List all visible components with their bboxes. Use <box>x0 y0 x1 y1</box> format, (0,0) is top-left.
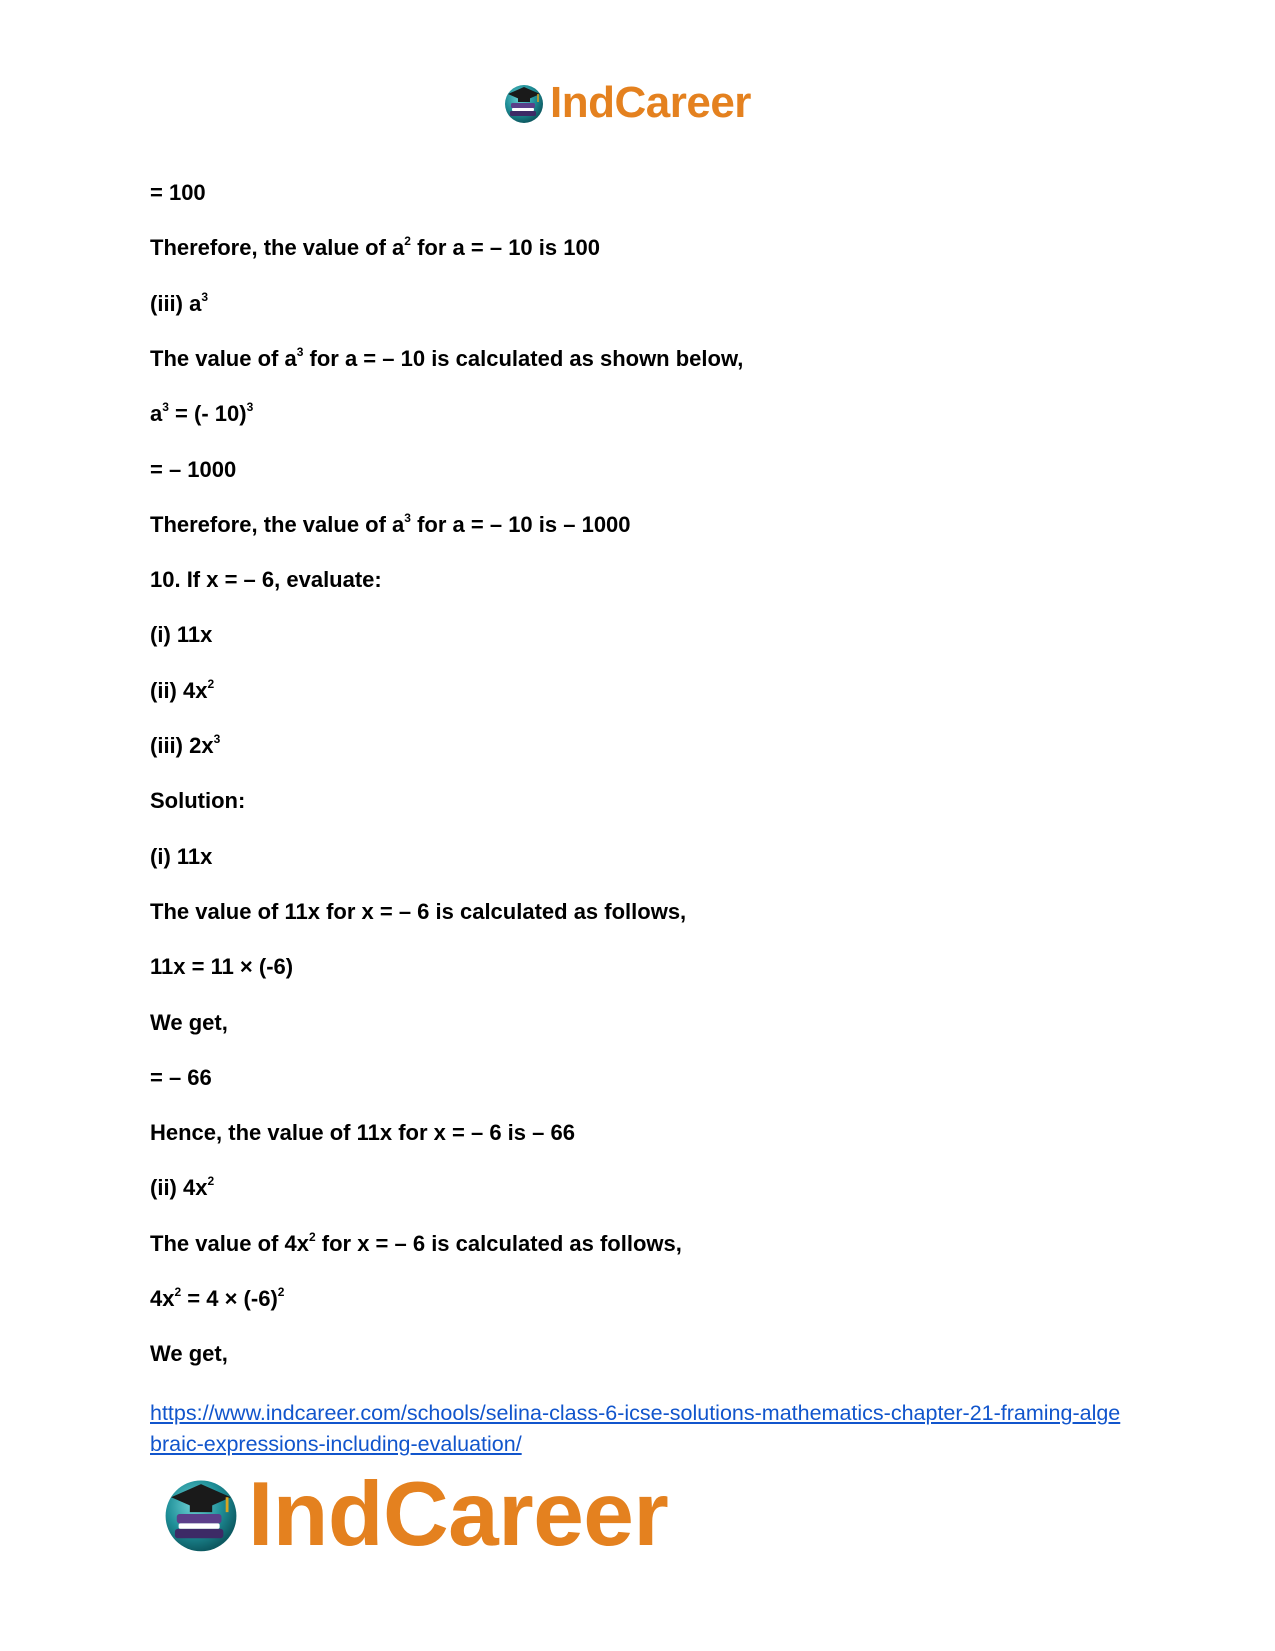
text-line <box>150 622 212 648</box>
footer-logo <box>160 1463 669 1565</box>
text-line <box>150 401 253 427</box>
text-segment: 4x <box>150 1286 175 1311</box>
text-segment: = – 1000 <box>150 456 237 482</box>
text-segment: Solution: <box>150 788 246 814</box>
text-segment: for a = – 10 is 100 <box>410 235 600 261</box>
superscript-exponent: 2 <box>207 1174 215 1189</box>
text-line <box>150 733 220 759</box>
text-segment: (iii) 2x <box>150 733 214 758</box>
text-segment: = (- 10) <box>168 401 247 427</box>
text-line <box>150 678 214 704</box>
superscript-exponent: 2 <box>207 676 215 691</box>
text-segment: (i) 11x <box>150 622 213 648</box>
text-segment: We get, <box>150 1341 228 1367</box>
text-segment: We get, <box>150 1009 228 1035</box>
text-segment: Hence, the value of 11x for x = – 6 is – 66 <box>150 1120 575 1146</box>
text-segment: = 4 × (-6) <box>181 1286 278 1311</box>
text-line <box>150 567 382 593</box>
superscript-exponent: 3 <box>404 510 411 525</box>
superscript-exponent: 3 <box>201 289 209 304</box>
text-segment: Therefore, the value of a <box>150 511 405 537</box>
text-line <box>150 512 631 538</box>
text-line <box>150 1120 575 1146</box>
text-line <box>150 1010 228 1036</box>
text-line <box>150 788 245 814</box>
text-line <box>150 899 686 925</box>
text-segment: for x = – 6 is calculated as follows, <box>315 1230 682 1256</box>
text-segment: The value of 11x for x = – 6 is calculated as follows, <box>150 898 687 924</box>
text-segment: (iii) a <box>150 290 202 316</box>
text-line <box>150 180 206 206</box>
brand-wordmark: IndCareer <box>248 1463 669 1565</box>
text-segment: (ii) 4x <box>150 677 208 703</box>
text-segment: for a = – 10 is calculated as shown below, <box>303 345 744 371</box>
source-link[interactable]: https://www.indcareer.com/schools/selina-class-6-icse-solutions-mathematics-chapter-21-framing-algebraic-expressions-including-evaluation/ <box>150 1401 1121 1456</box>
text-line <box>150 1341 228 1367</box>
text-segment: Therefore, the value of a <box>150 235 405 261</box>
text-segment: a <box>150 401 163 427</box>
text-line <box>150 235 600 261</box>
text-line <box>150 291 208 317</box>
text-segment: (i) 11x <box>150 843 213 869</box>
superscript-exponent: 2 <box>174 1285 182 1299</box>
superscript-exponent: 3 <box>213 732 221 746</box>
text-segment: = 100 <box>150 180 206 205</box>
text-line <box>150 1231 682 1257</box>
text-segment: The value of 4x <box>150 1230 309 1256</box>
text-segment: 11x = 11 × (-6) <box>150 954 294 980</box>
text-line <box>150 1175 214 1201</box>
superscript-exponent: 3 <box>296 344 304 359</box>
brand-wordmark: IndCareer <box>550 78 751 127</box>
header-logo <box>502 78 751 128</box>
graduation-cap-book-globe-icon <box>502 81 546 125</box>
text-line <box>150 346 743 372</box>
text-segment: The value of a <box>150 345 297 371</box>
text-line <box>150 1286 284 1312</box>
text-line <box>150 1065 212 1091</box>
superscript-exponent: 3 <box>162 400 169 415</box>
text-line <box>150 954 293 980</box>
text-line <box>150 844 212 870</box>
superscript-exponent: 2 <box>308 1229 316 1244</box>
text-segment: (ii) 4x <box>150 1175 208 1201</box>
superscript-exponent: 2 <box>404 234 411 249</box>
superscript-exponent: 3 <box>246 400 254 415</box>
text-segment: 10. If x = – 6, evaluate: <box>150 567 382 593</box>
graduation-cap-book-globe-icon <box>160 1473 242 1555</box>
text-line <box>150 457 236 483</box>
text-segment: for a = – 10 is – 1000 <box>410 511 631 537</box>
text-segment: = – 66 <box>150 1064 212 1090</box>
superscript-exponent: 2 <box>277 1285 285 1299</box>
